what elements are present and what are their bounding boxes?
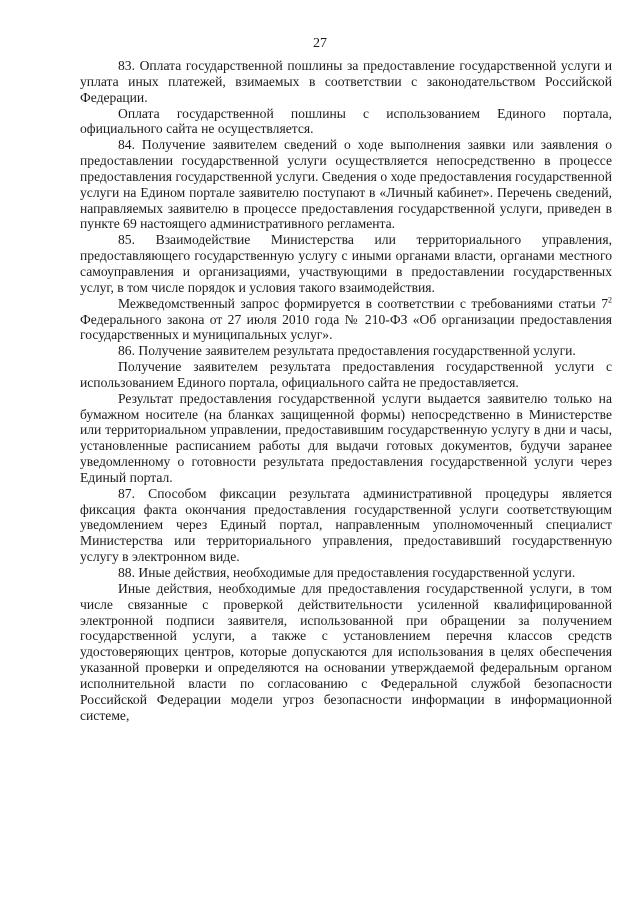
paragraph-result-paper: Результат предоставления государственной услуги выдается заявителю только на бумажном носителе (на бланках защищенной формы) непосредственно в Министерстве или территориальном управлении, предоставившим государственную услугу в дни и часы, установленные расписанием работы для выдачи готовых документов, будучи заранее уведомленному о готовности результата предоставления государственной услуги через Единый портал. — [80, 390, 612, 485]
paragraph-87: 87. Способом фиксации результата административной процедуры является фиксация факта окончания предоставления государственной услуги соответствующим уведомлением через Единый портал, направленным уполномоченный специалист Министерства или территориального управления, предоставивший государственную услугу в электронном виде. — [80, 485, 612, 565]
paragraph-state-fee-note: Оплата государственной пошлины с использованием Единого портала, официального сайта не осуществляется. — [80, 105, 612, 137]
document-body — [80, 58, 612, 723]
paragraph-other-actions: Иные действия, необходимые для предоставления государственной услуги, в том числе связанные с проверкой действительности усиленной квалифицированной электронной подписи заявителя, использованной при обращении за получением государственной услуги, а также с установлением перечня классов средств удостоверяющих центров, которые допускаются для использования в целях обеспечения указанной проверки и определяются на основании утверждаемой федеральным органом исполнительной власти по согласованию с Федеральной службой безопасности Российской Федерации модели угроз безопасности информации в информационной системе, — [80, 580, 612, 723]
paragraph-84: 84. Получение заявителем сведений о ходе выполнения заявки или заявления о предоставлении государственной услуги осуществляется непосредственно в процессе предоставления государственной услуги. Сведения о ходе предоставления государственной услуги на Едином портале заявителю поступают в «Личный кабинет». Перечень сведений, направляемых заявителю в процессе предоставления государственной услуги, приведен в пункте 69 настоящего административного регламента. — [80, 137, 612, 232]
paragraph-text-before-superscript: Межведомственный запрос формируется в соответствии с требованиями статьи 7 — [118, 295, 608, 311]
superscript: 2 — [608, 295, 612, 305]
paragraph-85: 85. Взаимодействие Министерства или территориального управления, предоставляющего государственную услугу с иными органами власти, органами местного самоуправления и организациями, участвующими в предоставлении государственных услуг, в том числе порядок и условия такого взаимодействия. — [80, 232, 612, 295]
paragraph-88: 88. Иные действия, необходимые для предоставления государственной услуги. — [118, 565, 576, 580]
paragraph-83: 83. Оплата государственной пошлины за предоставление государственной услуги и уплата иных платежей, взимаемых в соответствии с законодательством Российской Федерации. — [80, 58, 612, 105]
paragraph-interdepartmental-request — [80, 296, 612, 344]
paragraph-86: 86. Получение заявителем результата предоставления государственной услуги. — [118, 343, 576, 359]
paragraph-result-portal: Получение заявителем результата предоставления государственной услуги с использованием Единого портала, официального сайта не предоставляется. — [80, 359, 612, 390]
paragraph-text-after-superscript: Федерального закона от 27 июля 2010 года № 210-ФЗ «Об организации предоставления государственных и муниципальных услуг». — [80, 311, 612, 343]
page-number: 27 — [313, 36, 327, 51]
